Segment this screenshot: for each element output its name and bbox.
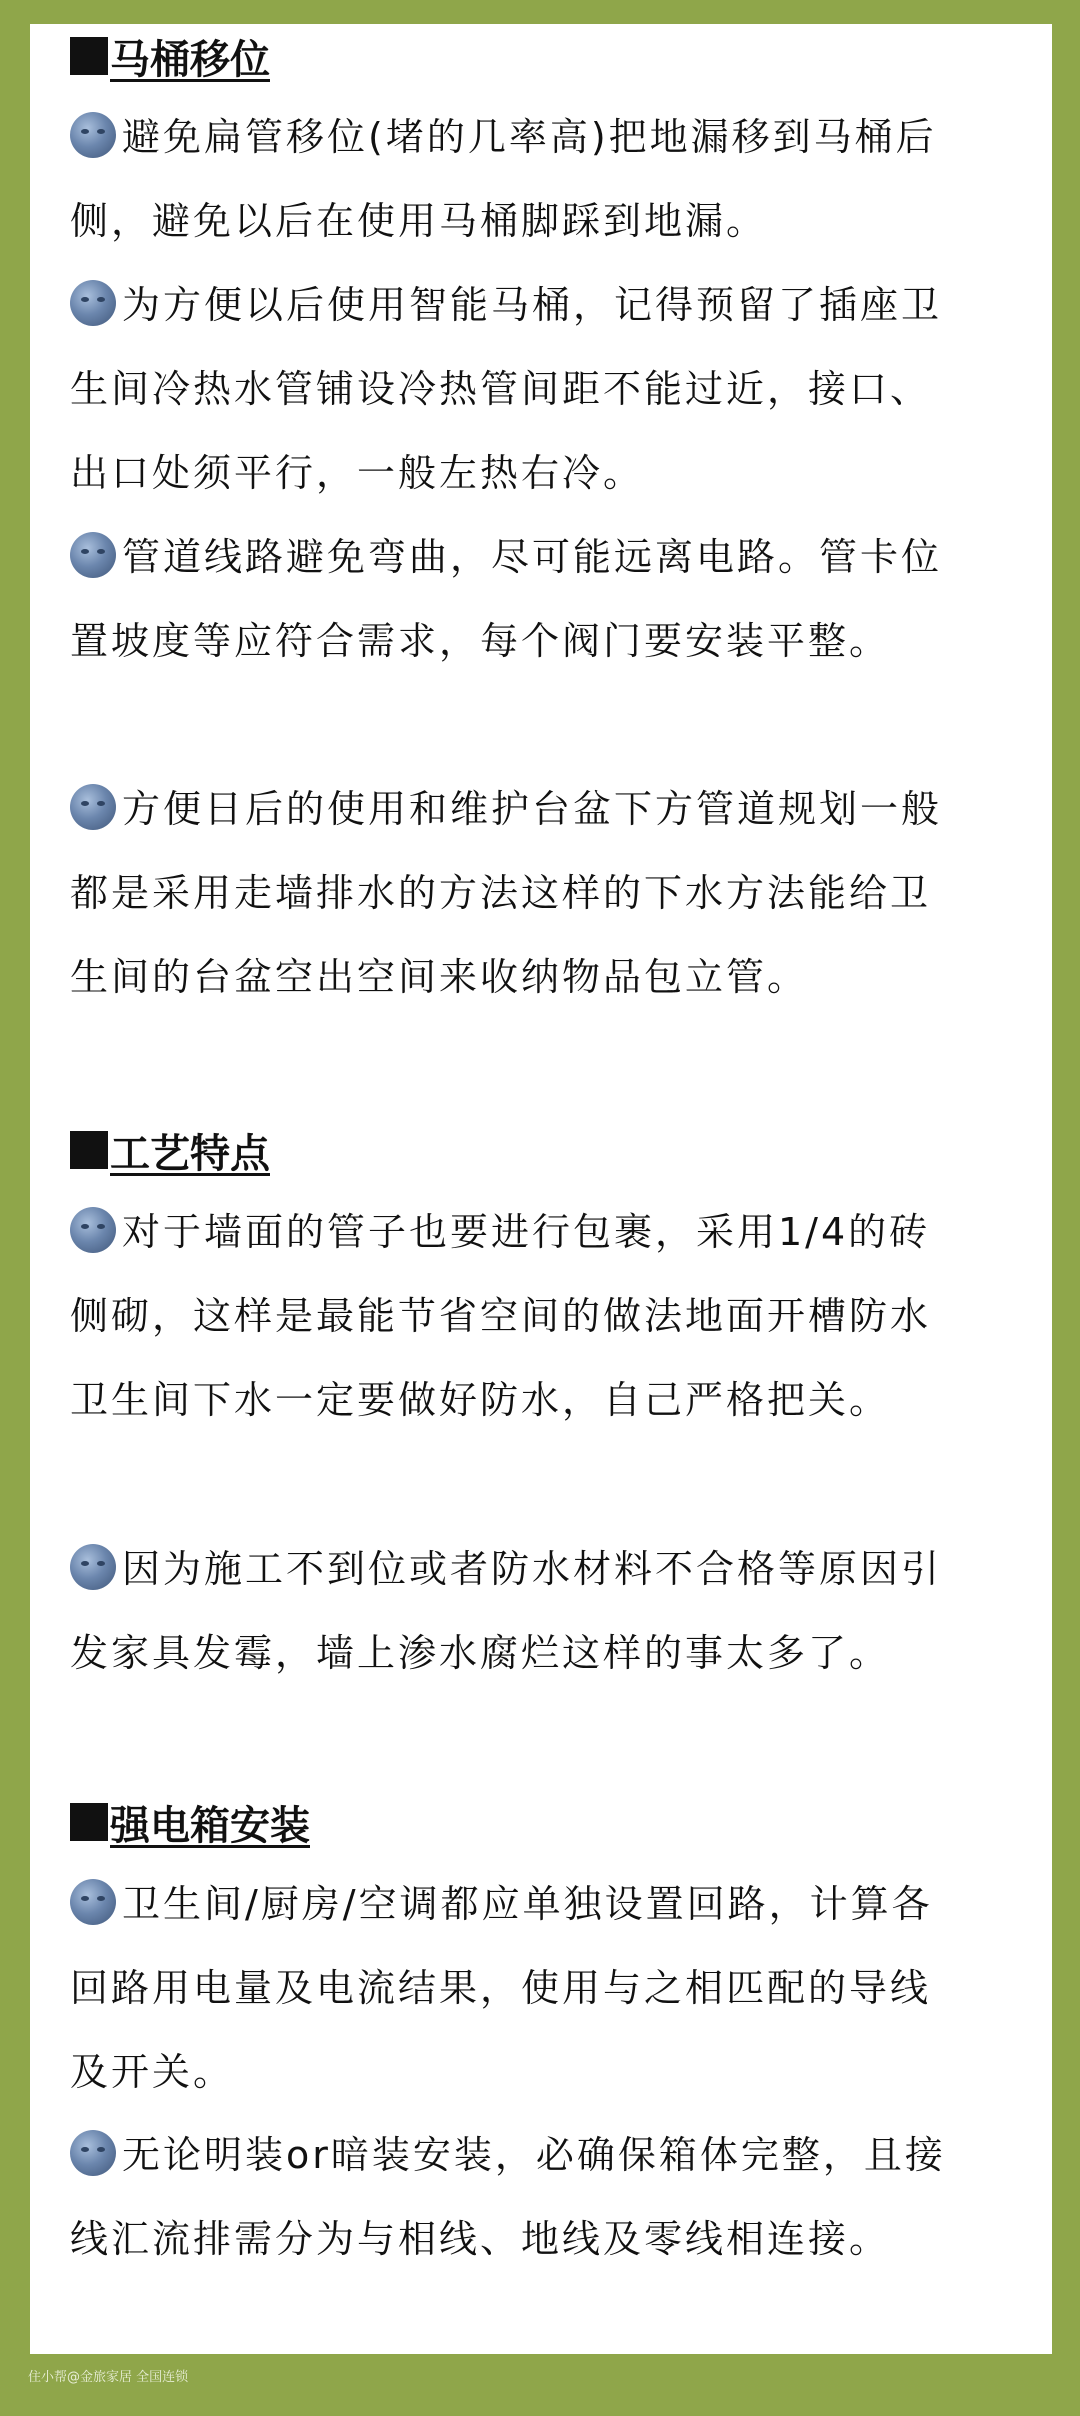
- new-moon-face-icon: [70, 1544, 116, 1590]
- new-moon-face-icon: [70, 1207, 116, 1253]
- paragraph: 卫生间/厨房/空调都应单独设置回路，计算各回路用电量及电流结果，使用与之相匹配的导线及开关。: [70, 1862, 950, 2114]
- paragraph: 避免扁管移位(堵的几率高)把地漏移到马桶后侧，避免以后在使用马桶脚踩到地漏。: [70, 95, 950, 263]
- section-title-toilet-relocation: [70, 26, 270, 86]
- black-square-icon: [70, 37, 108, 75]
- watermark: 住小帮@金旅家居 全国连锁: [28, 2370, 189, 2385]
- section-title-label: 工艺特点: [110, 1130, 270, 1177]
- paragraph: 为方便以后使用智能马桶，记得预留了插座卫生间冷热水管铺设冷热管间距不能过近，接口、出口处须平行，一般左热右冷。: [70, 263, 950, 515]
- paragraph: 方便日后的使用和维护台盆下方管道规划一般都是采用走墙排水的方法这样的下水方法能给卫生间的台盆空出空间来收纳物品包立管。: [70, 767, 950, 1019]
- new-moon-face-icon: [70, 784, 116, 830]
- black-square-icon: [70, 1803, 108, 1841]
- section-title-label: 马桶移位: [110, 36, 270, 83]
- new-moon-face-icon: [70, 2130, 116, 2176]
- paragraph: 对于墙面的管子也要进行包裹，采用1/4的砖侧砌，这样是最能节省空间的做法地面开槽防水卫生间下水一定要做好防水，自己严格把关。: [70, 1190, 950, 1442]
- paragraph: 无论明装or暗装安装，必确保箱体完整，且接线汇流排需分为与相线、地线及零线相连接。: [70, 2113, 950, 2281]
- paragraph: 因为施工不到位或者防水材料不合格等原因引发家具发霉，墙上渗水腐烂这样的事太多了。: [70, 1527, 950, 1695]
- section-title-label: 强电箱安装: [110, 1802, 310, 1849]
- new-moon-face-icon: [70, 280, 116, 326]
- black-square-icon: [70, 1131, 108, 1169]
- section-title-craft-features: [70, 1120, 270, 1180]
- new-moon-face-icon: [70, 532, 116, 578]
- new-moon-face-icon: [70, 1879, 116, 1925]
- section-title-electrical-box: [70, 1792, 310, 1852]
- paragraph: 管道线路避免弯曲，尽可能远离电路。管卡位置坡度等应符合需求，每个阀门要安装平整。: [70, 515, 950, 683]
- new-moon-face-icon: [70, 112, 116, 158]
